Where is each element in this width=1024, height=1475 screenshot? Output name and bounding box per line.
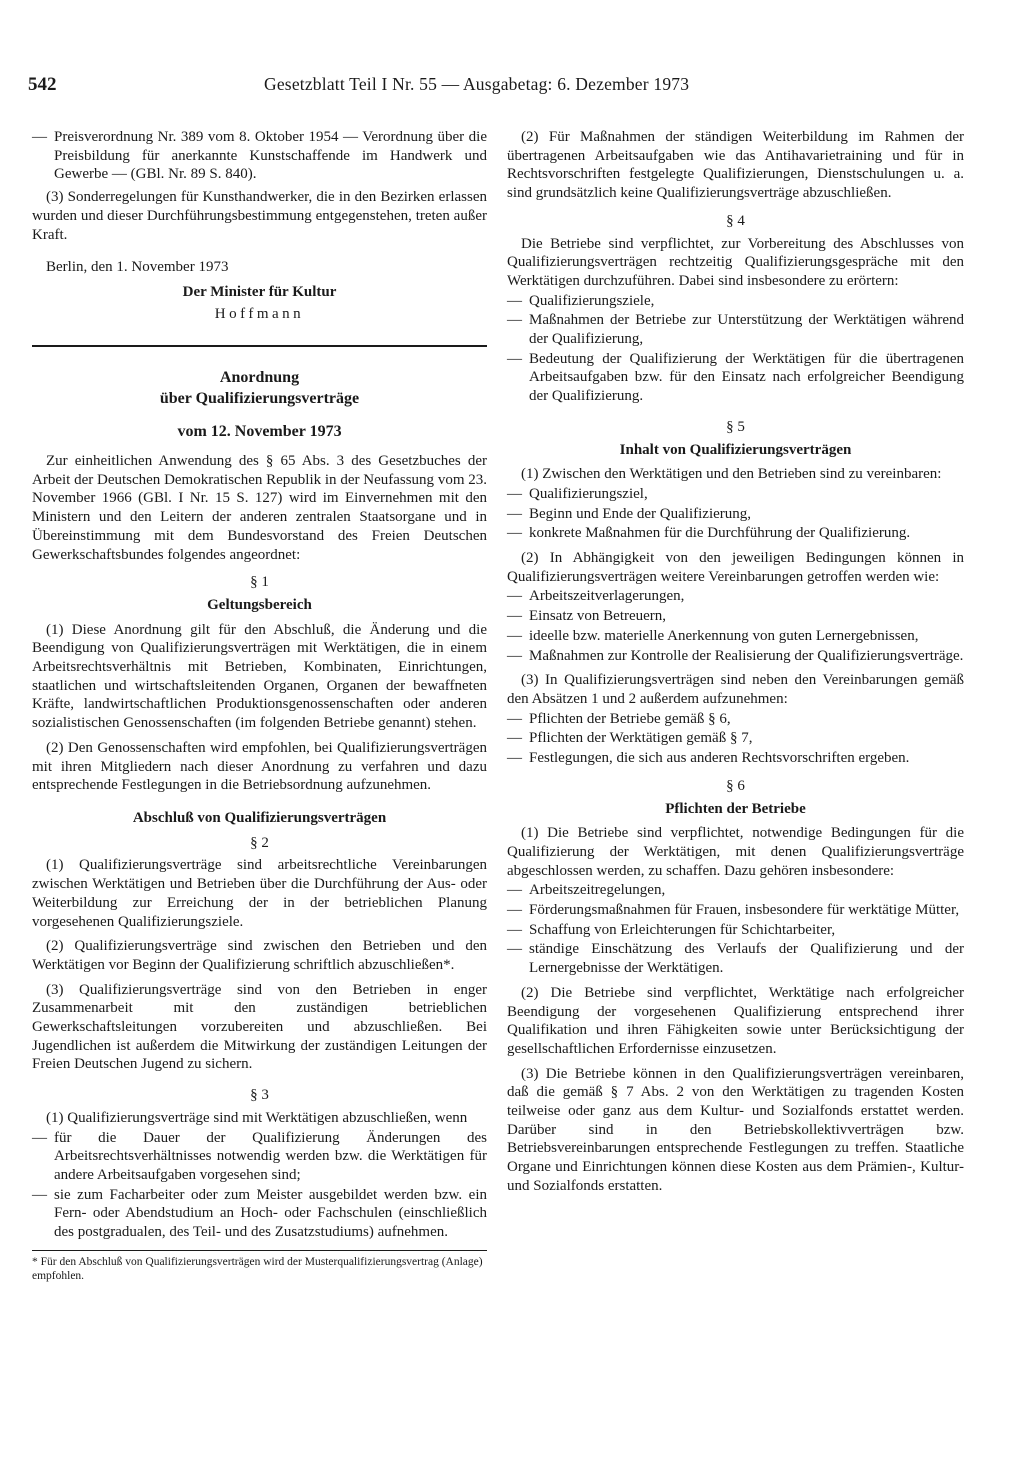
list-item: — Arbeitszeitverlagerungen, [507, 588, 685, 605]
section-title: Pflichten der Betriebe [665, 800, 806, 817]
paragraph: (1) Zwischen den Werktätigen und den Betrieben sind zu vereinbaren: [521, 466, 942, 483]
list-item: — Beginn und Ende der Qualifizierung, [507, 505, 752, 522]
list-item: — Einsatz von Betreuern, [507, 608, 667, 625]
list-item: — Arbeitszeitregelungen, [507, 882, 666, 899]
paragraph: (2) Die Betriebe sind verpflichtet, Werktätige nach erfolgreicher Beendigung der vorgesehenen Qualifizierung entsprechend ihrer Qualifikation und ihren Fähigkeiten sowie unter Berücksichtigung der gesellschaftlichen Erfordernisse einzusetzen. [507, 984, 964, 1057]
list-item: — ständige Einschätzung des Verlaufs der Qualifizierung und der Lernergebnisse der Werktätigen. [507, 941, 964, 977]
paragraph: (3) In Qualifizierungsverträgen sind neben den Vereinbarungen gemäß den Absätzen 1 und 2 außerdem aufzunehmen: [507, 672, 964, 707]
list-item: — Förderungsmaßnahmen für Frauen, insbesondere für werktätige Mütter, [507, 902, 960, 919]
paragraph: (1) Diese Anordnung gilt für den Abschluß, die Änderung und die Beendigung von Qualifizierungsverträgen mit Werktätigen, die in einem Arbeitsrechtsverhältnis mit Betrieben, Kombinaten, Einrichtungen, staatlichen und wirtschaftsleitenden Organen, Organen der bewaffneten Kräfte, landwirtschaftlichen Produktionsgenossenschaften oder anderen sozialistischen Genossenschaften (im folgenden Betriebe genannt) stehen. [32, 621, 487, 732]
list-item: — Schaffung von Erleichterungen für Schichtarbeiter, [507, 921, 836, 938]
list-item: — Qualifizierungsziel, [507, 485, 648, 502]
paragraph: (2) In Abhängigkeit von den jeweiligen Bedingungen können in Qualifizierungsverträgen weitere Vereinbarungen getroffen werden wie: [507, 550, 964, 585]
paragraph: (2) Für Maßnahmen der ständigen Weiterbildung im Rahmen der übertragenen Arbeitsaufgaben wie das Antihavarietraining und für in Rechtsvorschriften festgelegte Qualifizierungen, Dienstschulungen u. a. sind grundsätzlich keine Qualifizierungsverträge abzuschließen. [507, 129, 964, 202]
page-header [28, 74, 728, 104]
list-item: — ideelle bzw. materielle Anerkennung von guten Lernergebnissen, [507, 627, 919, 644]
paragraph: (1) Die Betriebe sind verpflichtet, notwendige Bedingungen für die Qualifizierung der Werktätigen, mit denen Qualifizierungsverträge abgeschlossen werden, zu schaffen. Dazu gehören insbesondere: [507, 825, 964, 879]
section-number: § 4 [726, 212, 745, 229]
signer-title: Der Minister für Kultur [182, 283, 337, 300]
footnote-divider [32, 1250, 487, 1251]
running-head: Gesetzblatt Teil I Nr. 55 — Ausgabetag: 6. Dezember 1973 [264, 74, 690, 94]
paragraph: (2) Qualifizierungsverträge sind zwischen den Betrieben und den Werktätigen vor Beginn der Qualifizierung schriftlich abzuschließen*. [32, 938, 487, 973]
page-number: 542 [28, 74, 57, 95]
paragraph: (1) Qualifizierungsverträge sind arbeitsrechtliche Vereinbarungen zwischen Werktätigen und Betrieben über die Durchführung der Aus- oder Weiterbildung zur Erreichung der in der betrieblichen Planung vorgesehenen Qualifizierungsziele. [32, 857, 487, 930]
right-column [507, 128, 964, 1202]
list-item: — Maßnahmen zur Kontrolle der Realisierung der Qualifizierungsverträge. [507, 647, 964, 664]
signer-name: Hoffmann [214, 305, 305, 322]
section-title: Geltungsbereich [207, 596, 312, 613]
paragraph: Die Betriebe sind verpflichtet, zur Vorbereitung des Abschlusses von Qualifizierungsverträgen rechtzeitig Qualifizierungsgespräche mit den Werktätigen durchzuführen. Dabei sind insbesondere zu erörtern: [507, 235, 964, 289]
paragraph: (3) Sonderregelungen für Kunsthandwerker, die in den Bezirken erlassen wurden und dieser Durchführungsbestimmung entgegenstehen, treten außer Kraft. [32, 189, 487, 243]
section-number: § 5 [726, 418, 745, 435]
place-date: Berlin, den 1. November 1973 [46, 259, 229, 276]
list-item: — Preisverordnung Nr. 389 vom 8. Oktober 1954 — Verordnung über die Preisbildung für anerkannte Kunstschaffende im Handwerk und Gewerbe — (GBl. Nr. 89 S. 840). [32, 129, 487, 183]
footnote: * Für den Abschluß von Qualifizierungsverträgen wird der Musterqualifizierungsvertrag (Anlage) empfohlen. [32, 1255, 483, 1282]
section-number: § 3 [250, 1087, 269, 1104]
paragraph: (3) Die Betriebe können in den Qualifizierungsverträgen vereinbaren, daß die gemäß § 7 Abs. 2 von den Werktätigen zu tragenden Kosten teilweise oder ganz aus dem Kultur- und Sozialfonds erstattet werden. Darüber sind in den Betriebskollektivverträgen bzw. Betriebsvereinbarungen entsprechende Festlegungen zu treffen. Staatliche Organe und Einrichtungen können diese Kosten aus dem Prämien-, Kultur- und Sozialfonds erstatten. [507, 1065, 964, 1194]
section-heading: Abschluß von Qualifizierungsverträgen [132, 809, 387, 826]
preamble: Zur einheitlichen Anwendung des § 65 Abs. 3 des Gesetzbuches der Arbeit der Deutschen Demokratischen Republik in der Neufassung vom 23. November 1966 (GBl. I Nr. 15 S. 127) wird im Einvernehmen mit den Ministern und den Leitern der anderen zentralen Staatsorgane und in Übereinstimmung mit dem Bundesvorstand des Freien Deutschen Gewerkschaftsbundes folgendes angeordnet: [32, 453, 487, 563]
section-number: § 2 [250, 834, 269, 851]
section-number: § 1 [250, 574, 269, 591]
paragraph: (3) Qualifizierungsverträge sind von den Betrieben in enger Zusammenarbeit mit den zuständigen betrieblichen Gewerkschaftsleitungen vorzubereiten und abzuschließen. Bei Jugendlichen ist außerdem die Mitwirkung der zuständigen Leitungen der Freien Deutschen Jugend zu sichern. [32, 981, 487, 1073]
list-item: — Maßnahmen der Betriebe zur Unterstützung der Werktätigen während der Qualifizierung, [507, 312, 964, 348]
paragraph: (1) Qualifizierungsverträge sind mit Werktätigen abzuschließen, wenn [46, 1109, 468, 1126]
section-title: Inhalt von Qualifizierungsverträgen [619, 441, 852, 458]
document-title: Anordnung über Qualifizierungsverträge [159, 369, 360, 408]
list-item: — Pflichten der Betriebe gemäß § 6, [507, 710, 731, 727]
list-item: — Pflichten der Werktätigen gemäß § 7, [507, 730, 753, 747]
document-date: vom 12. November 1973 [177, 423, 342, 441]
list-item: — Festlegungen, die sich aus anderen Rechtsvorschriften ergeben. [507, 750, 910, 767]
list-item: — für die Dauer der Qualifizierung Änderungen des Arbeitsrechtsverhältnisses notwendig werden bzw. die Werktätigen für andere Arbeitsaufgaben vorgesehen sind; [32, 1129, 487, 1183]
paragraph: (2) Den Genossenschaften wird empfohlen, bei Qualifizierungsverträgen mit ihren Mitgliedern nach dieser Anordnung zu verfahren und dazu entsprechende Festlegungen in die Betriebsordnung aufzunehmen. [32, 739, 487, 794]
list-item: — sie zum Facharbeiter oder zum Meister ausgebildet werden bzw. ein Fern- oder Abendstudium an Hoch- oder Fachschulen (einschließlich des postgradualen, des Teil- und des Zusatzstudiums) aufnehmen. [32, 1186, 487, 1241]
list-item: — Qualifizierungsziele, [507, 292, 655, 309]
list-item: — konkrete Maßnahmen für die Durchführung der Qualifizierung. [507, 525, 911, 542]
list-item: — Bedeutung der Qualifizierung der Werktätigen für die übertragenen Arbeitsaufgaben bzw. für den Einsatz nach erfolgreicher Beendigung der Qualifizierung. [507, 350, 964, 405]
left-column [32, 128, 487, 1283]
section-divider [32, 345, 487, 347]
section-number: § 6 [726, 777, 745, 794]
